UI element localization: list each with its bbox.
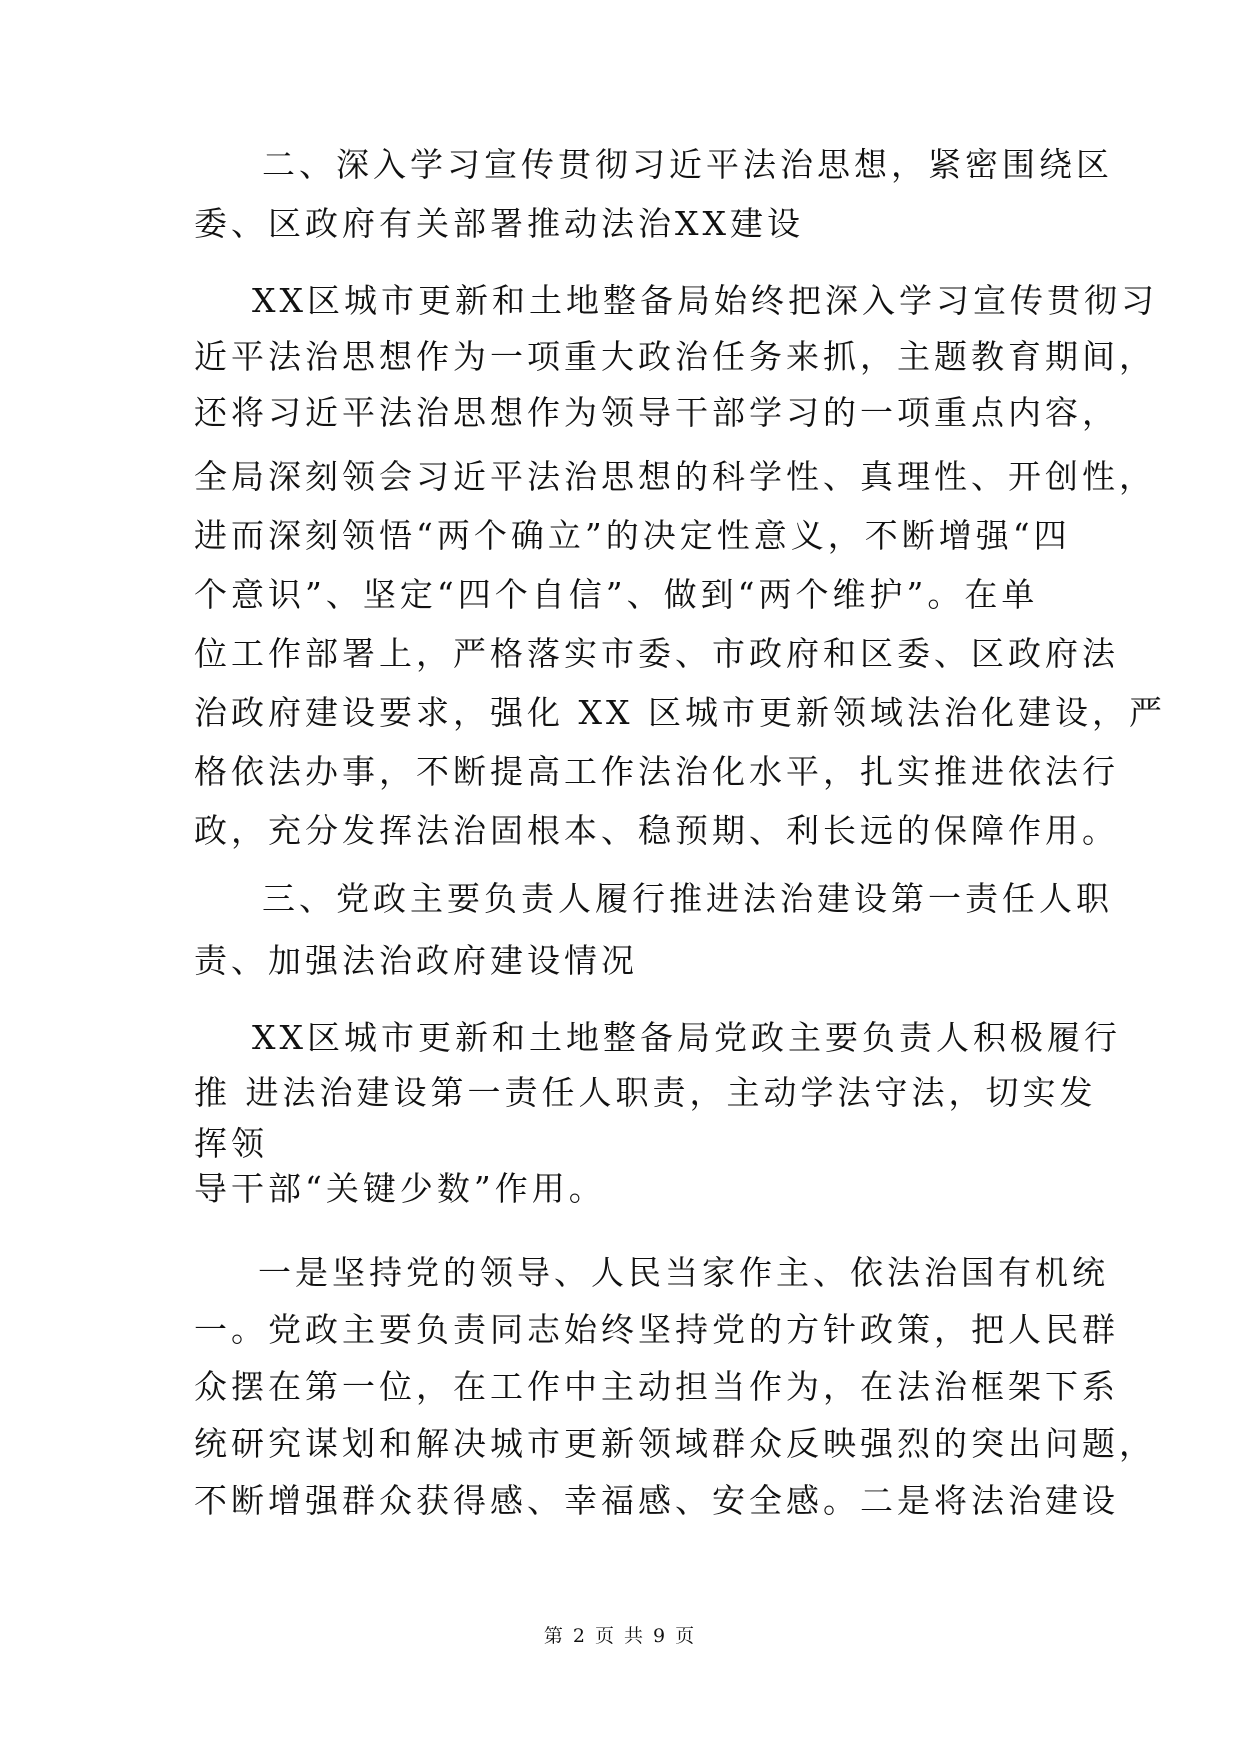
paragraph-1-line-4: 全局深刻领会习近平法治思想的科学性、真理性、开创性， [194,457,1156,496]
paragraph-1-line-9: 格依法办事，不断提高工作法治化水平，扎实推进依法行 [194,752,1119,791]
paragraph-2-line-3: 挥领 [194,1124,268,1163]
paragraph-1-line-1: XX区城市更新和土地整备局始终把深入学习宣传贯彻习 [252,281,1158,320]
paragraph-3-line-5: 不断增强群众获得感、幸福感、安全感。二是将法治建设 [194,1481,1119,1520]
page-number-footer: 第 2 页 共 9 页 [543,1625,697,1647]
section-two-heading-line-1: 二、深入学习宣传贯彻习近平法治思想，紧密围绕区 [262,145,1113,184]
paragraph-1-line-8: 治政府建设要求，强化 XX 区城市更新领域法治化建设，严 [194,693,1166,732]
paragraph-2-line-4: 导干部“关键少数”作用。 [194,1169,606,1208]
paragraph-1-line-2: 近平法治思想作为一项重大政治任务来抓，主题教育期间， [194,337,1156,376]
paragraph-3-line-4: 统研究谋划和解决城市更新领域群众反映强烈的突出问题， [194,1424,1156,1463]
paragraph-3-line-2: 一。党政主要负责同志始终坚持党的方针政策，把人民群 [194,1310,1119,1349]
section-three-heading-line-1: 三、党政主要负责人履行推进法治建设第一责任人职 [262,879,1113,918]
paragraph-1-line-7: 位工作部署上，严格落实市委、市政府和区委、区政府法 [194,634,1119,673]
section-two-heading-line-2: 委、区政府有关部署推动法治XX建设 [194,204,804,243]
paragraph-2-line-2: 推 进法治建设第一责任人职责，主动学法守法，切实发 [194,1073,1097,1112]
paragraph-3-line-3: 众摆在第一位，在工作中主动担当作为，在法治框架下系 [194,1367,1119,1406]
paragraph-1-line-3: 还将习近平法治思想作为领导干部学习的一项重点内容， [194,393,1119,432]
paragraph-1-line-10: 政，充分发挥法治固根本、稳预期、利长远的保障作用。 [194,811,1119,850]
section-three-heading-line-2: 责、加强法治政府建设情况 [194,941,638,980]
paragraph-1-line-5: 进而深刻领悟“两个确立”的决定性意义，不断增强“四 [194,516,1071,555]
paragraph-2-line-1: XX区城市更新和土地整备局党政主要负责人积极履行 [252,1018,1121,1057]
paragraph-1-line-6: 个意识”、坚定“四个自信”、做到“两个维护”。在单 [194,575,1039,614]
paragraph-3-line-1: 一是坚持党的领导、人民当家作主、依法治国有机统 [258,1253,1109,1292]
